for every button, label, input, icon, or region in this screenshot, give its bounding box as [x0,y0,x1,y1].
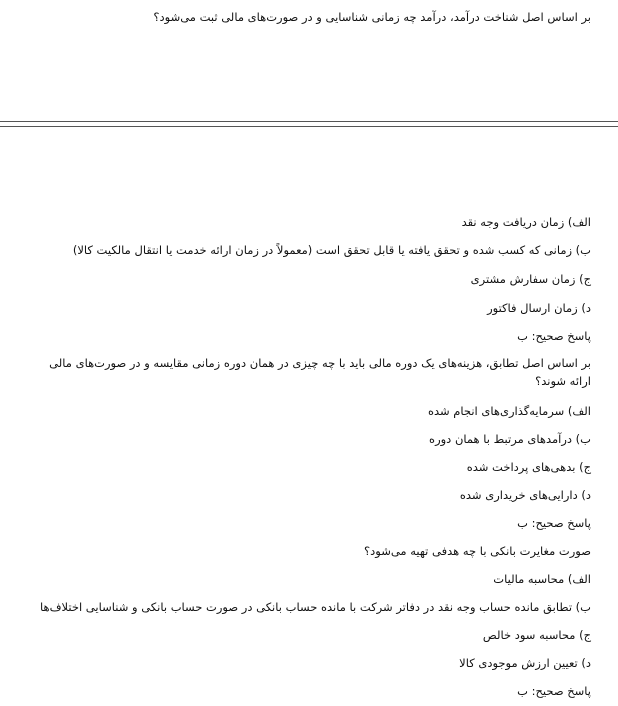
q2-question: بر اساس اصل تطابق، هزینه‌های یک دوره مالی باید با چه چیزی در همان دوره زمانی مقایسه و در صورت‌های مالی ارائه شوند؟ [49,356,591,388]
q3-answer: پاسخ صحیح: ب [517,684,591,698]
q3-option-b: ب) تطابق مانده حساب وجه نقد در دفاتر شرکت با مانده حساب بانکی در صورت حساب بانکی و شناسایی اختلاف‌ها [40,600,591,614]
q2-option-d: د) دارایی‌های خریداری شده [459,488,591,502]
q2-option-a: الف) سرمایه‌گذاری‌های انجام شده [427,404,591,418]
q3-option-a: الف) محاسبه مالیات [493,572,591,586]
q2-answer: پاسخ صحیح: ب [517,516,591,530]
header-question: بر اساس اصل شناخت درآمد، درآمد چه زمانی شناسایی و در صورت‌های مالی ثبت می‌شود؟ [153,10,591,24]
divider-top [0,121,618,122]
q1-option-c: ج) زمان سفارش مشتری [470,272,591,286]
divider-bottom [0,126,618,127]
q2-option-c: ج) بدهی‌های پرداخت شده [466,460,591,474]
q2-option-b: ب) درآمدهای مرتبط با همان دوره [429,432,591,446]
q3-option-c: ج) محاسبه سود خالص [482,628,591,642]
q1-option-b: ب) زمانی که کسب شده و تحقق یافته یا قابل تحقق است (معمولاً در زمان ارائه خدمت یا انتقال مالکیت کالا) [72,243,591,257]
q1-answer: پاسخ صحیح: ب [517,329,591,343]
q1-option-d: د) زمان ارسال فاکتور [487,301,591,315]
q3-question: صورت مغایرت بانکی با چه هدفی تهیه می‌شود؟ [364,544,591,558]
q3-option-d: د) تعیین ارزش موجودی کالا [459,656,591,670]
q1-option-a: الف) زمان دریافت وجه نقد [461,215,591,229]
